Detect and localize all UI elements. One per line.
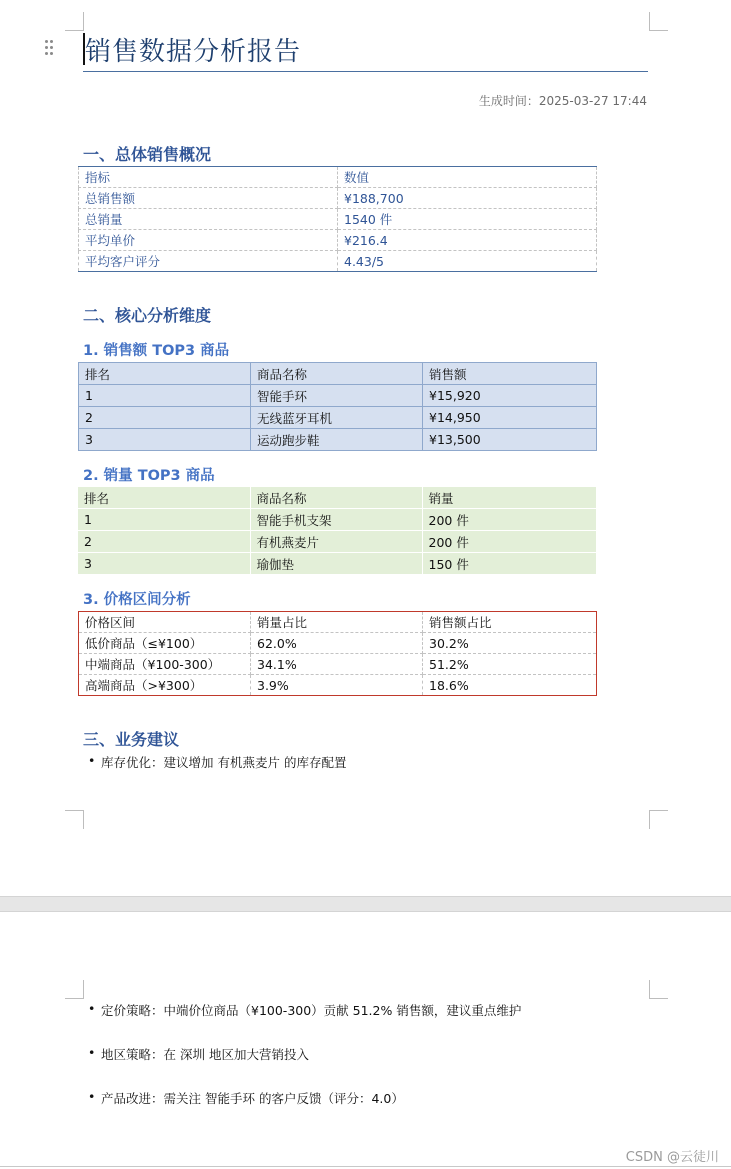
price-range-table <box>78 611 597 696</box>
list-item-text: 库存优化：建议增加 有机燕麦片 的库存配置 <box>101 755 347 770</box>
table-cell[interactable]: ¥13,500 <box>423 429 597 451</box>
table-cell[interactable]: 18.6% <box>423 675 597 696</box>
table-header-cell[interactable]: 排名 <box>79 363 251 385</box>
table-cell[interactable]: 无线蓝牙耳机 <box>251 407 423 429</box>
table-cell[interactable]: 3 <box>78 553 250 575</box>
section-heading-analysis[interactable]: 二、核心分析维度 <box>83 306 212 325</box>
table-cell[interactable]: 1540 件 <box>338 209 597 230</box>
table-header-cell[interactable]: 商品名称 <box>250 487 422 509</box>
crop-mark <box>649 810 668 829</box>
table-row <box>79 251 597 272</box>
table-cell[interactable]: 3 <box>79 429 251 451</box>
table-row <box>79 675 597 696</box>
table-cell[interactable]: ¥216.4 <box>338 230 597 251</box>
subheading-top-qty[interactable]: 2. 销量 TOP3 商品 <box>83 468 215 484</box>
table-header-cell[interactable]: 排名 <box>78 487 250 509</box>
table-cell[interactable]: 2 <box>79 407 251 429</box>
section-heading-suggestions[interactable]: 三、业务建议 <box>83 730 180 749</box>
table-cell[interactable]: 34.1% <box>251 654 423 675</box>
table-row <box>79 230 597 251</box>
table-row <box>79 633 597 654</box>
table-cell[interactable]: 1 <box>79 385 251 407</box>
table-cell[interactable]: 总销量 <box>79 209 338 230</box>
table-row <box>78 553 596 575</box>
table-cell[interactable]: 4.43/5 <box>338 251 597 272</box>
table-cell[interactable]: 200 件 <box>422 531 596 553</box>
table-row <box>79 429 597 451</box>
table-cell[interactable]: 智能手机支架 <box>250 509 422 531</box>
table-header-cell[interactable]: 销量 <box>422 487 596 509</box>
table-header-cell[interactable]: 商品名称 <box>251 363 423 385</box>
table-header-row <box>78 487 596 509</box>
generated-time[interactable]: 生成时间：2025-03-27 17:44 <box>478 94 647 108</box>
table-cell[interactable]: 平均单价 <box>79 230 338 251</box>
table-header-cell[interactable]: 数值 <box>338 167 597 188</box>
table-row <box>79 209 597 230</box>
crop-mark <box>65 980 84 999</box>
table-header-cell[interactable]: 价格区间 <box>79 612 251 633</box>
table-cell[interactable]: 150 件 <box>422 553 596 575</box>
table-header-row <box>79 363 597 385</box>
overview-table <box>78 166 597 272</box>
table-cell[interactable]: 62.0% <box>251 633 423 654</box>
table-cell[interactable]: 平均客户评分 <box>79 251 338 272</box>
table-cell[interactable]: 3.9% <box>251 675 423 696</box>
table-cell[interactable]: 51.2% <box>423 654 597 675</box>
list-item-text: 地区策略：在 深圳 地区加大营销投入 <box>101 1047 309 1062</box>
top-qty-table <box>78 487 597 575</box>
table-cell[interactable]: 智能手环 <box>251 385 423 407</box>
table-cell[interactable]: ¥188,700 <box>338 188 597 209</box>
list-item[interactable] <box>88 753 346 771</box>
page-separator <box>0 896 731 912</box>
table-cell[interactable]: ¥14,950 <box>423 407 597 429</box>
table-row <box>79 407 597 429</box>
list-item-text: 产品改进：需关注 智能手环 的客户反馈（评分：4.0） <box>101 1091 404 1106</box>
list-item[interactable] <box>88 1001 521 1019</box>
table-row <box>79 385 597 407</box>
crop-mark <box>649 980 668 999</box>
document-page-2 <box>0 912 731 1169</box>
list-item-text: 定价策略：中端价位商品（¥100-300）贡献 51.2% 销售额，建议重点维护 <box>101 1003 522 1018</box>
list-item[interactable] <box>88 1045 309 1063</box>
table-row <box>79 188 597 209</box>
subheading-price-range[interactable]: 3. 价格区间分析 <box>83 592 191 608</box>
table-cell[interactable]: 总销售额 <box>79 188 338 209</box>
table-cell[interactable]: 运动跑步鞋 <box>251 429 423 451</box>
table-header-row <box>79 612 597 633</box>
subheading-top-sales[interactable]: 1. 销售额 TOP3 商品 <box>83 343 230 359</box>
table-cell[interactable]: 1 <box>78 509 250 531</box>
table-cell[interactable]: 有机燕麦片 <box>250 531 422 553</box>
table-cell[interactable]: 2 <box>78 531 250 553</box>
table-cell[interactable]: 高端商品（>¥300） <box>79 675 251 696</box>
table-row <box>78 509 596 531</box>
table-header-cell[interactable]: 指标 <box>79 167 338 188</box>
crop-mark <box>65 810 84 829</box>
table-cell[interactable]: 中端商品（¥100-300） <box>79 654 251 675</box>
table-header-cell[interactable]: 销售额占比 <box>423 612 597 633</box>
drag-handle-icon[interactable] <box>45 40 55 56</box>
table-header-cell[interactable]: 销量占比 <box>251 612 423 633</box>
table-row <box>79 654 597 675</box>
table-row <box>78 531 596 553</box>
crop-mark <box>649 12 668 31</box>
title-underline <box>83 71 648 72</box>
table-cell[interactable]: 瑜伽垫 <box>250 553 422 575</box>
document-title[interactable]: 销售数据分析报告 <box>85 37 302 67</box>
table-header-cell[interactable]: 销售额 <box>423 363 597 385</box>
top-sales-table <box>78 362 597 451</box>
bottom-divider <box>0 1166 731 1167</box>
table-cell[interactable]: ¥15,920 <box>423 385 597 407</box>
watermark: CSDN @云徒川 <box>625 1150 719 1165</box>
section-heading-overview[interactable]: 一、总体销售概况 <box>83 145 212 164</box>
list-item[interactable] <box>88 1089 404 1107</box>
crop-mark <box>65 12 84 31</box>
table-header-row <box>79 167 597 188</box>
table-cell[interactable]: 低价商品（≤¥100） <box>79 633 251 654</box>
table-cell[interactable]: 30.2% <box>423 633 597 654</box>
table-cell[interactable]: 200 件 <box>422 509 596 531</box>
